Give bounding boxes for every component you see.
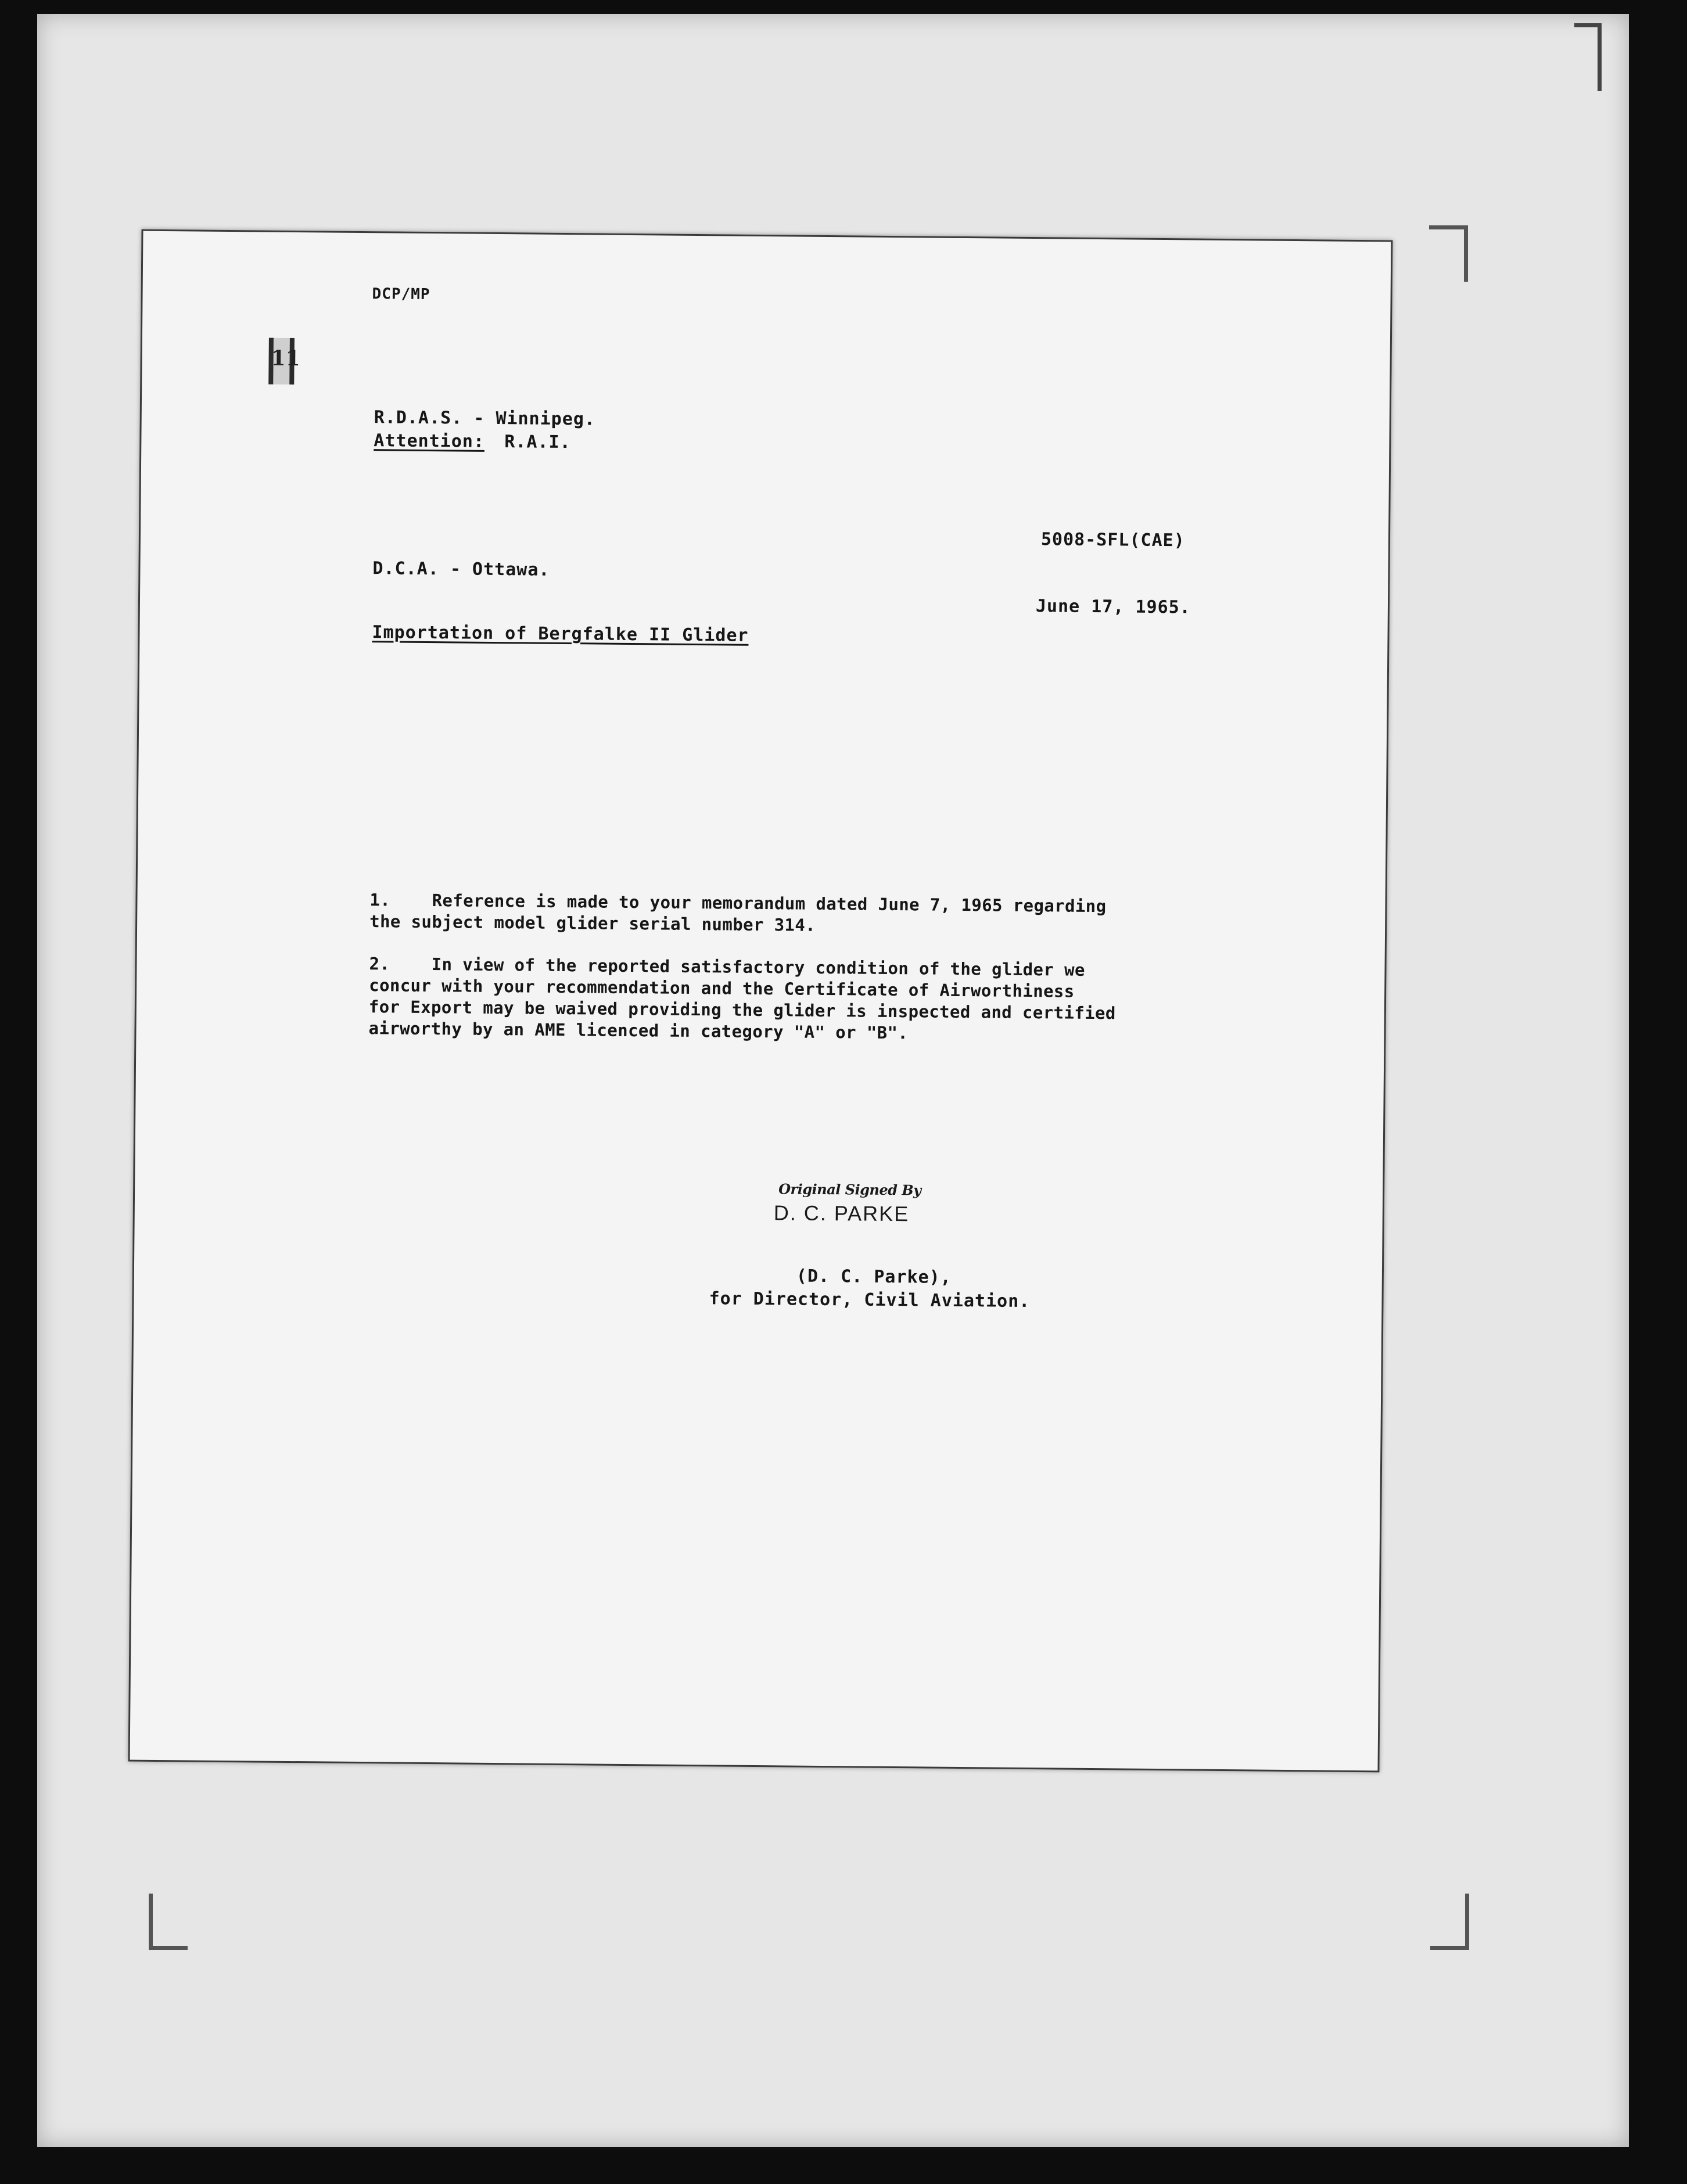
attention-label: Attention:	[374, 430, 485, 452]
memo-date: June 17, 1965.	[1035, 596, 1191, 618]
paragraph-1: 1. Reference is made to your memorandum dated June 7, 1965 regarding the subject model glider serial number 314.	[369, 890, 1107, 935]
memo-page	[128, 229, 1393, 1773]
attention-value: R.A.I.	[504, 432, 571, 453]
signatory-title: for Director, Civil Aviation.	[709, 1288, 1031, 1312]
file-mark-icon: 11	[268, 338, 295, 385]
memo-subject: Importation of Bergfalke II Glider	[372, 622, 749, 646]
signature-stamp-name: D. C. PARKE	[773, 1201, 910, 1226]
crop-mark-bottom-left-icon	[149, 1894, 188, 1950]
recipient-line: R.D.A.S. - Winnipeg.	[374, 407, 596, 430]
file-number: 5008-SFL(CAE)	[1040, 529, 1185, 551]
crop-mark-bottom-right-icon	[1430, 1894, 1469, 1950]
paragraph-2: 2. In view of the reported satisfactory condition of the glider we concur with your recommendation and the Certificate of Airworthiness for Export may be waived providing the glider is inspected and certified airworthy by an AME licenced in category "A" or "B".	[368, 954, 1116, 1043]
signatory-name: (D. C. Parke),	[796, 1266, 952, 1288]
crop-mark-icon	[1574, 23, 1602, 91]
typist-initials: DCP/MP	[372, 285, 430, 303]
signature-stamp-caption: Original Signed By	[778, 1180, 921, 1199]
crop-mark-top-right-icon	[1429, 225, 1468, 282]
sender-line: D.C.A. - Ottawa.	[372, 558, 550, 580]
